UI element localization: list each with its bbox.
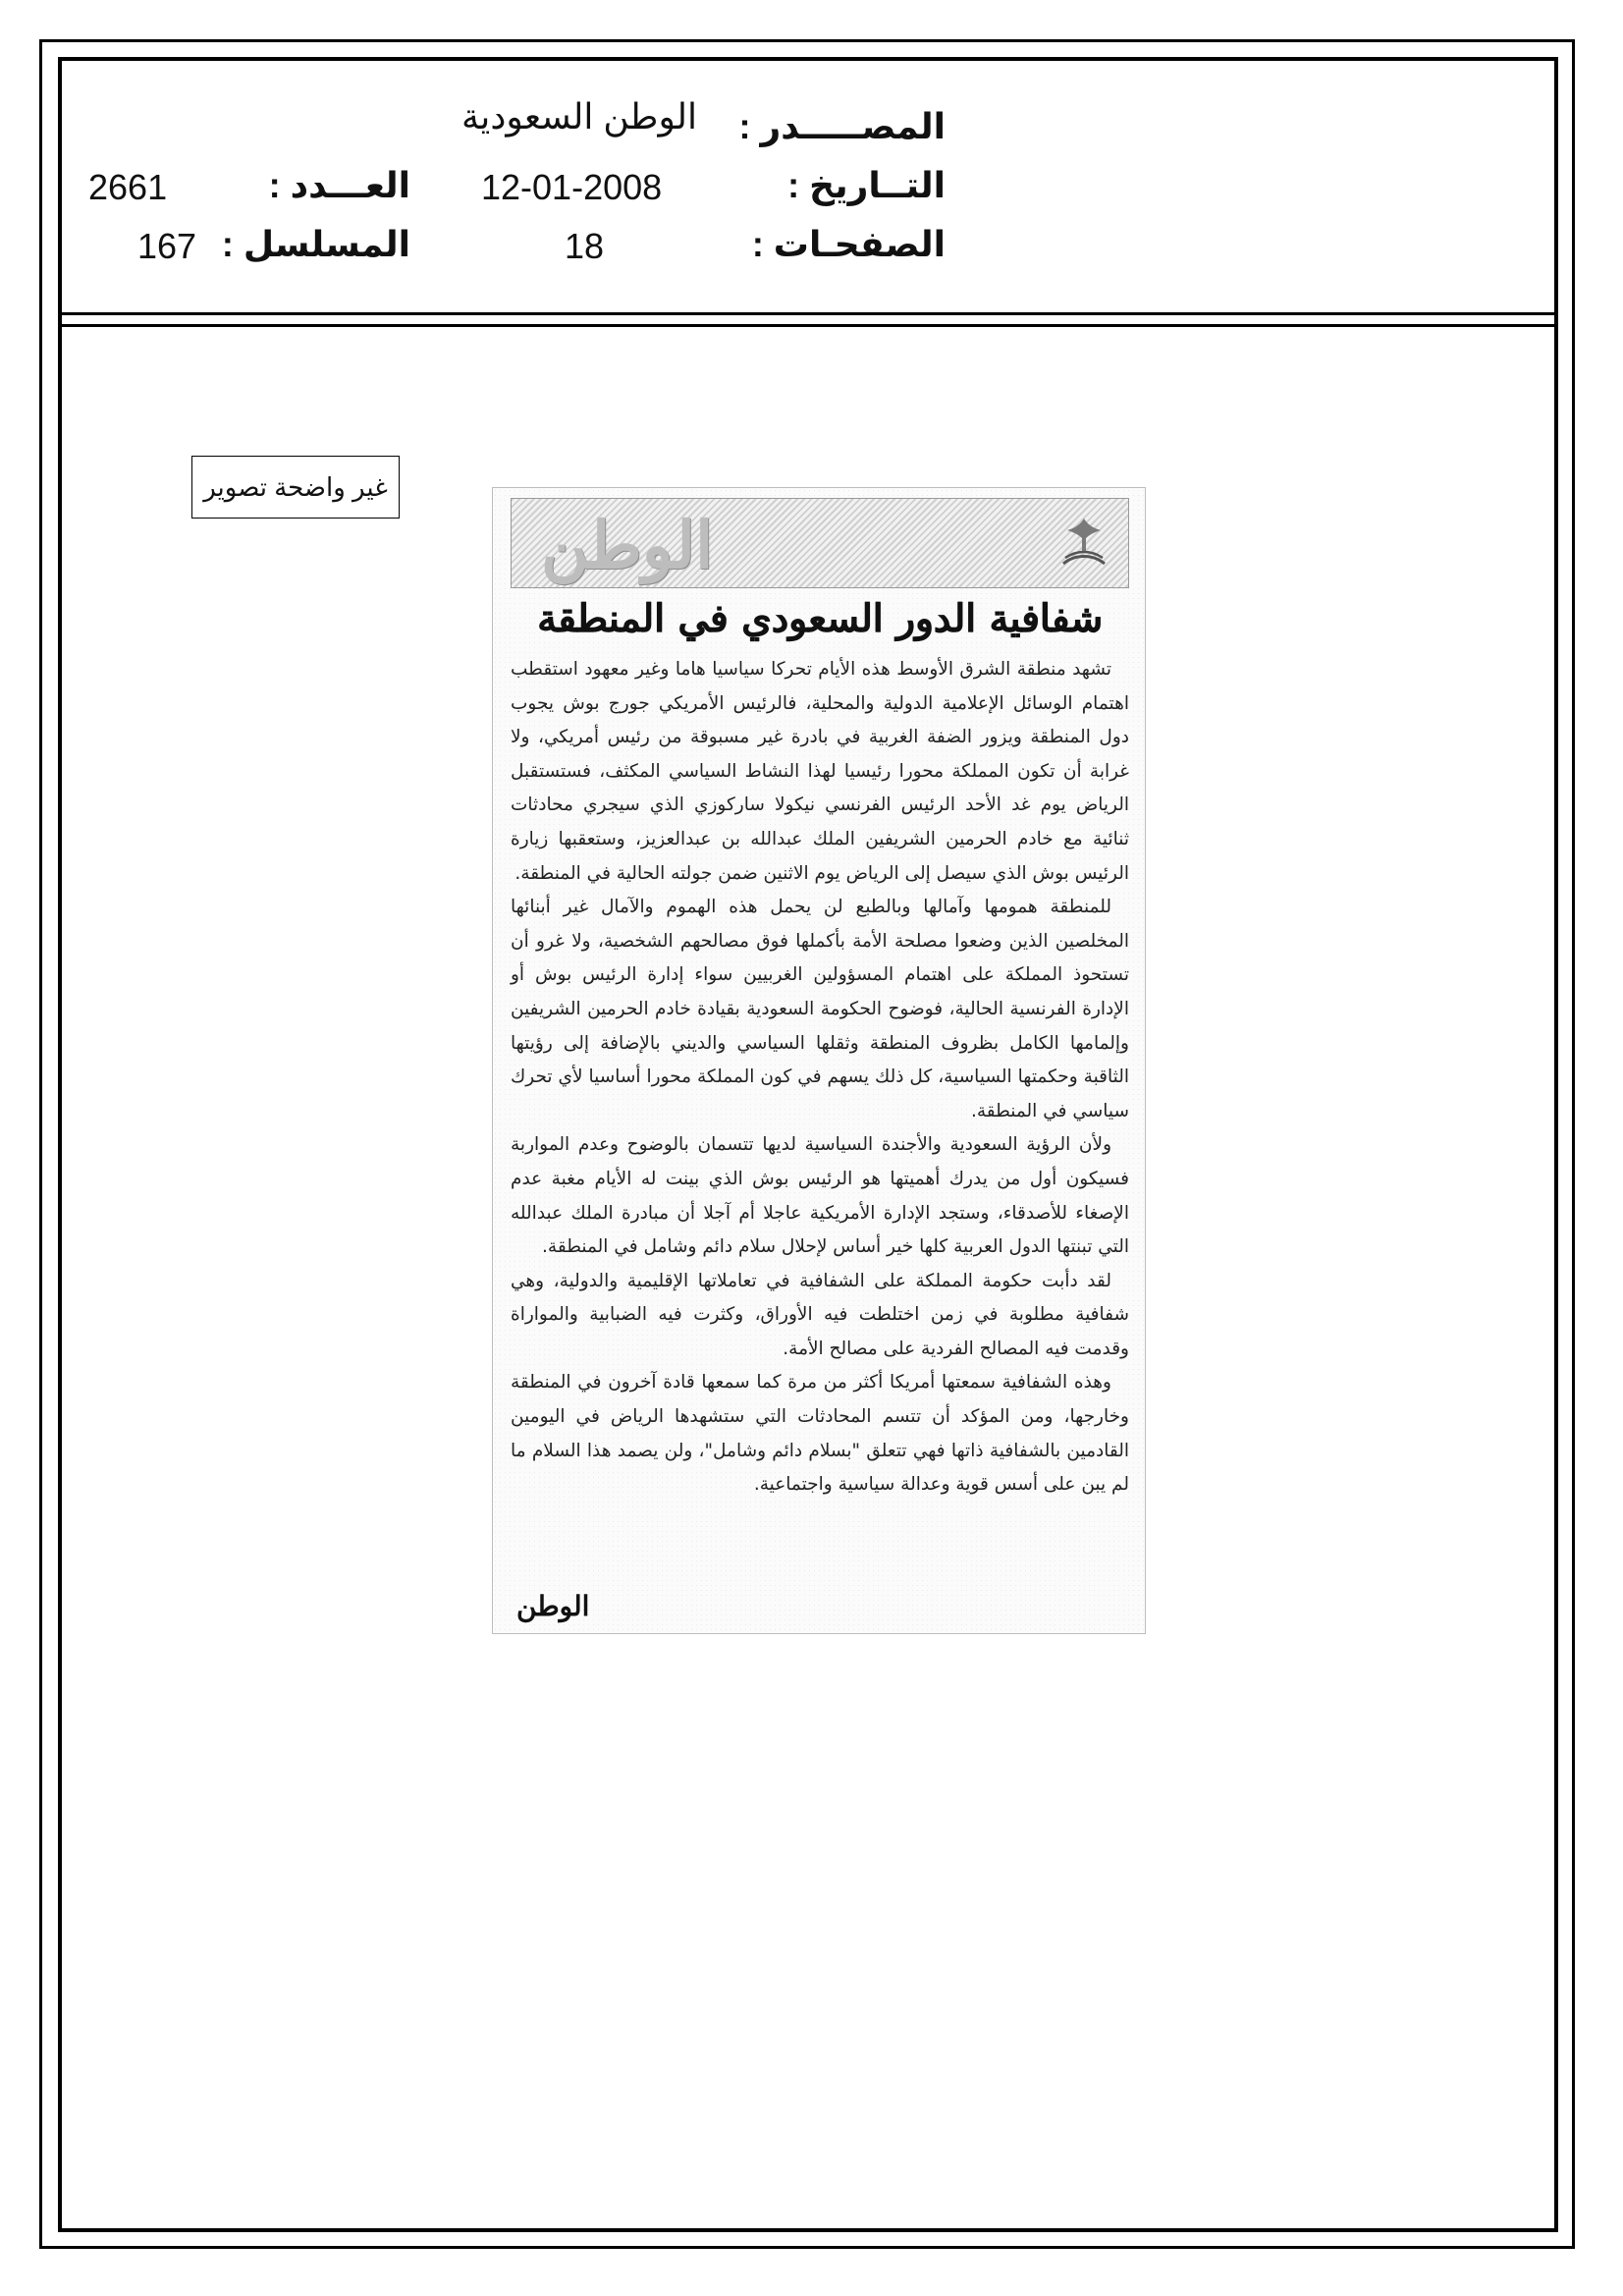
image-quality-note [191, 456, 400, 519]
palm-swords-emblem-icon [1054, 513, 1114, 574]
newspaper-masthead [511, 498, 1129, 588]
date-label: التــاريخ : [787, 165, 946, 205]
serial-value: 167 [137, 226, 197, 266]
article-paragraph: وهذه الشفافية سمعتها أمريكا أكثر من مرة كما سمعها قادة آخرون في المنطقة وخارجها، ومن المؤكد أن تتسم المحادثات التي ستشهدها الرياض في اليومين القادمين بالشفافية ذاتها فهي تتعلق "بسلام دائم وشامل"، ولن يصمد هذا السلام ما لم يبن على أسس قوية وعدالة سياسية واجتماعية. [511, 1372, 1129, 1496]
article-paragraph: تشهد منطقة الشرق الأوسط هذه الأيام تحركا سياسيا هاما وغير معهود استقطب اهتمام الوسائل الإعلامية الدولية والمحلية، فالرئيس الأمريكي جورج بوش يجوب دول المنطقة ويزور الضفة الغربية في بادرة غير مسبوقة من رئيس أمريكي، ولا غرابة أن تكون المملكة محورا رئيسيا لهذا النشاط السياسي المكثف، فستستقبل الرياض يوم غد الأحد الرئيس الفرنسي نيكولا ساركوزي الذي سيجري محادثات ثنائية مع خادم الحرمين الشريفين الملك عبدالله بن عبدالعزيز، وستعقبها زيارة الرئيس بوش الذي سيصل إلى الرياض يوم الاثنين ضمن جولته الحالية في المنطقة. [511, 659, 1129, 884]
image-quality-note-text: غير واضحة تصوير [203, 471, 388, 502]
date-value: 12-01-2008 [481, 167, 663, 207]
article-paragraph: لقد دأبت حكومة المملكة على الشفافية في تعاملاتها الإقليمية والدولية، وهي شفافية مطلوبة في زمن اختلطت فيه الأوراق، وكثرت فيه الضبابية والمواراة وقدمت فيه المصالح الفردية على مصالح الأمة. [511, 1270, 1129, 1359]
serial-label: المسلسل : [221, 224, 410, 264]
article-paragraph: للمنطقة همومها وآمالها وبالطبع لن يحمل هذه الهموم والآمال غير أبنائها المخلصين الذين وضعوا مصلحة الأمة بأكملها فوق مصالحهم الشخصية، ولا غرو أن تستحوذ المملكة على اهتمام المسؤولين الغربيين سواء إدارة الرئيس بوش أو الإدارة الفرنسية الحالية، فوضوح الحكومة السعودية بقيادة خادم الحرمين الشريفين وإلمامها الكامل بظروف المنطقة وثقلها السياسي والديني بالإضافة إلى رؤيتها الثاقبة وحكمتها السياسية، كل ذلك يسهم في كون المملكة محورا أساسيا لأي تحرك سياسي في المنطقة. [511, 897, 1129, 1121]
source-value: الوطن السعودية [461, 96, 698, 137]
pages-value: 18 [565, 226, 605, 266]
header-divider-bottom [58, 324, 1558, 327]
issue-value: 2661 [88, 167, 168, 207]
article-signature: الوطن [516, 1590, 590, 1622]
issue-label: العـــدد : [268, 165, 410, 205]
article-paragraph: ولأن الرؤية السعودية والأجندة السياسية لديها تتسمان بالوضوح وعدم المواربة فسيكون أول من يدرك أهميتها هو الرئيس بوش الذي بينت له الأيام مغبة عدم الإصغاء للأصدقاء، وستجد الإدارة الأمريكية عاجلا أم آجلا أن مبادرة الملك عبدالله التي تبنتها الدول العربية كلها خير أساس لإحلال سلام دائم وشامل في المنطقة. [511, 1134, 1129, 1258]
newspaper-clipping [492, 487, 1146, 1634]
source-label: المصـــــدر : [738, 106, 946, 146]
article-body [511, 653, 1129, 1503]
pages-label: الصفحـات : [751, 224, 946, 264]
header-divider-top [58, 312, 1558, 315]
article-headline: شفافية الدور السعودي في المنطقة [537, 596, 1103, 641]
masthead-title: الوطن [541, 507, 714, 583]
